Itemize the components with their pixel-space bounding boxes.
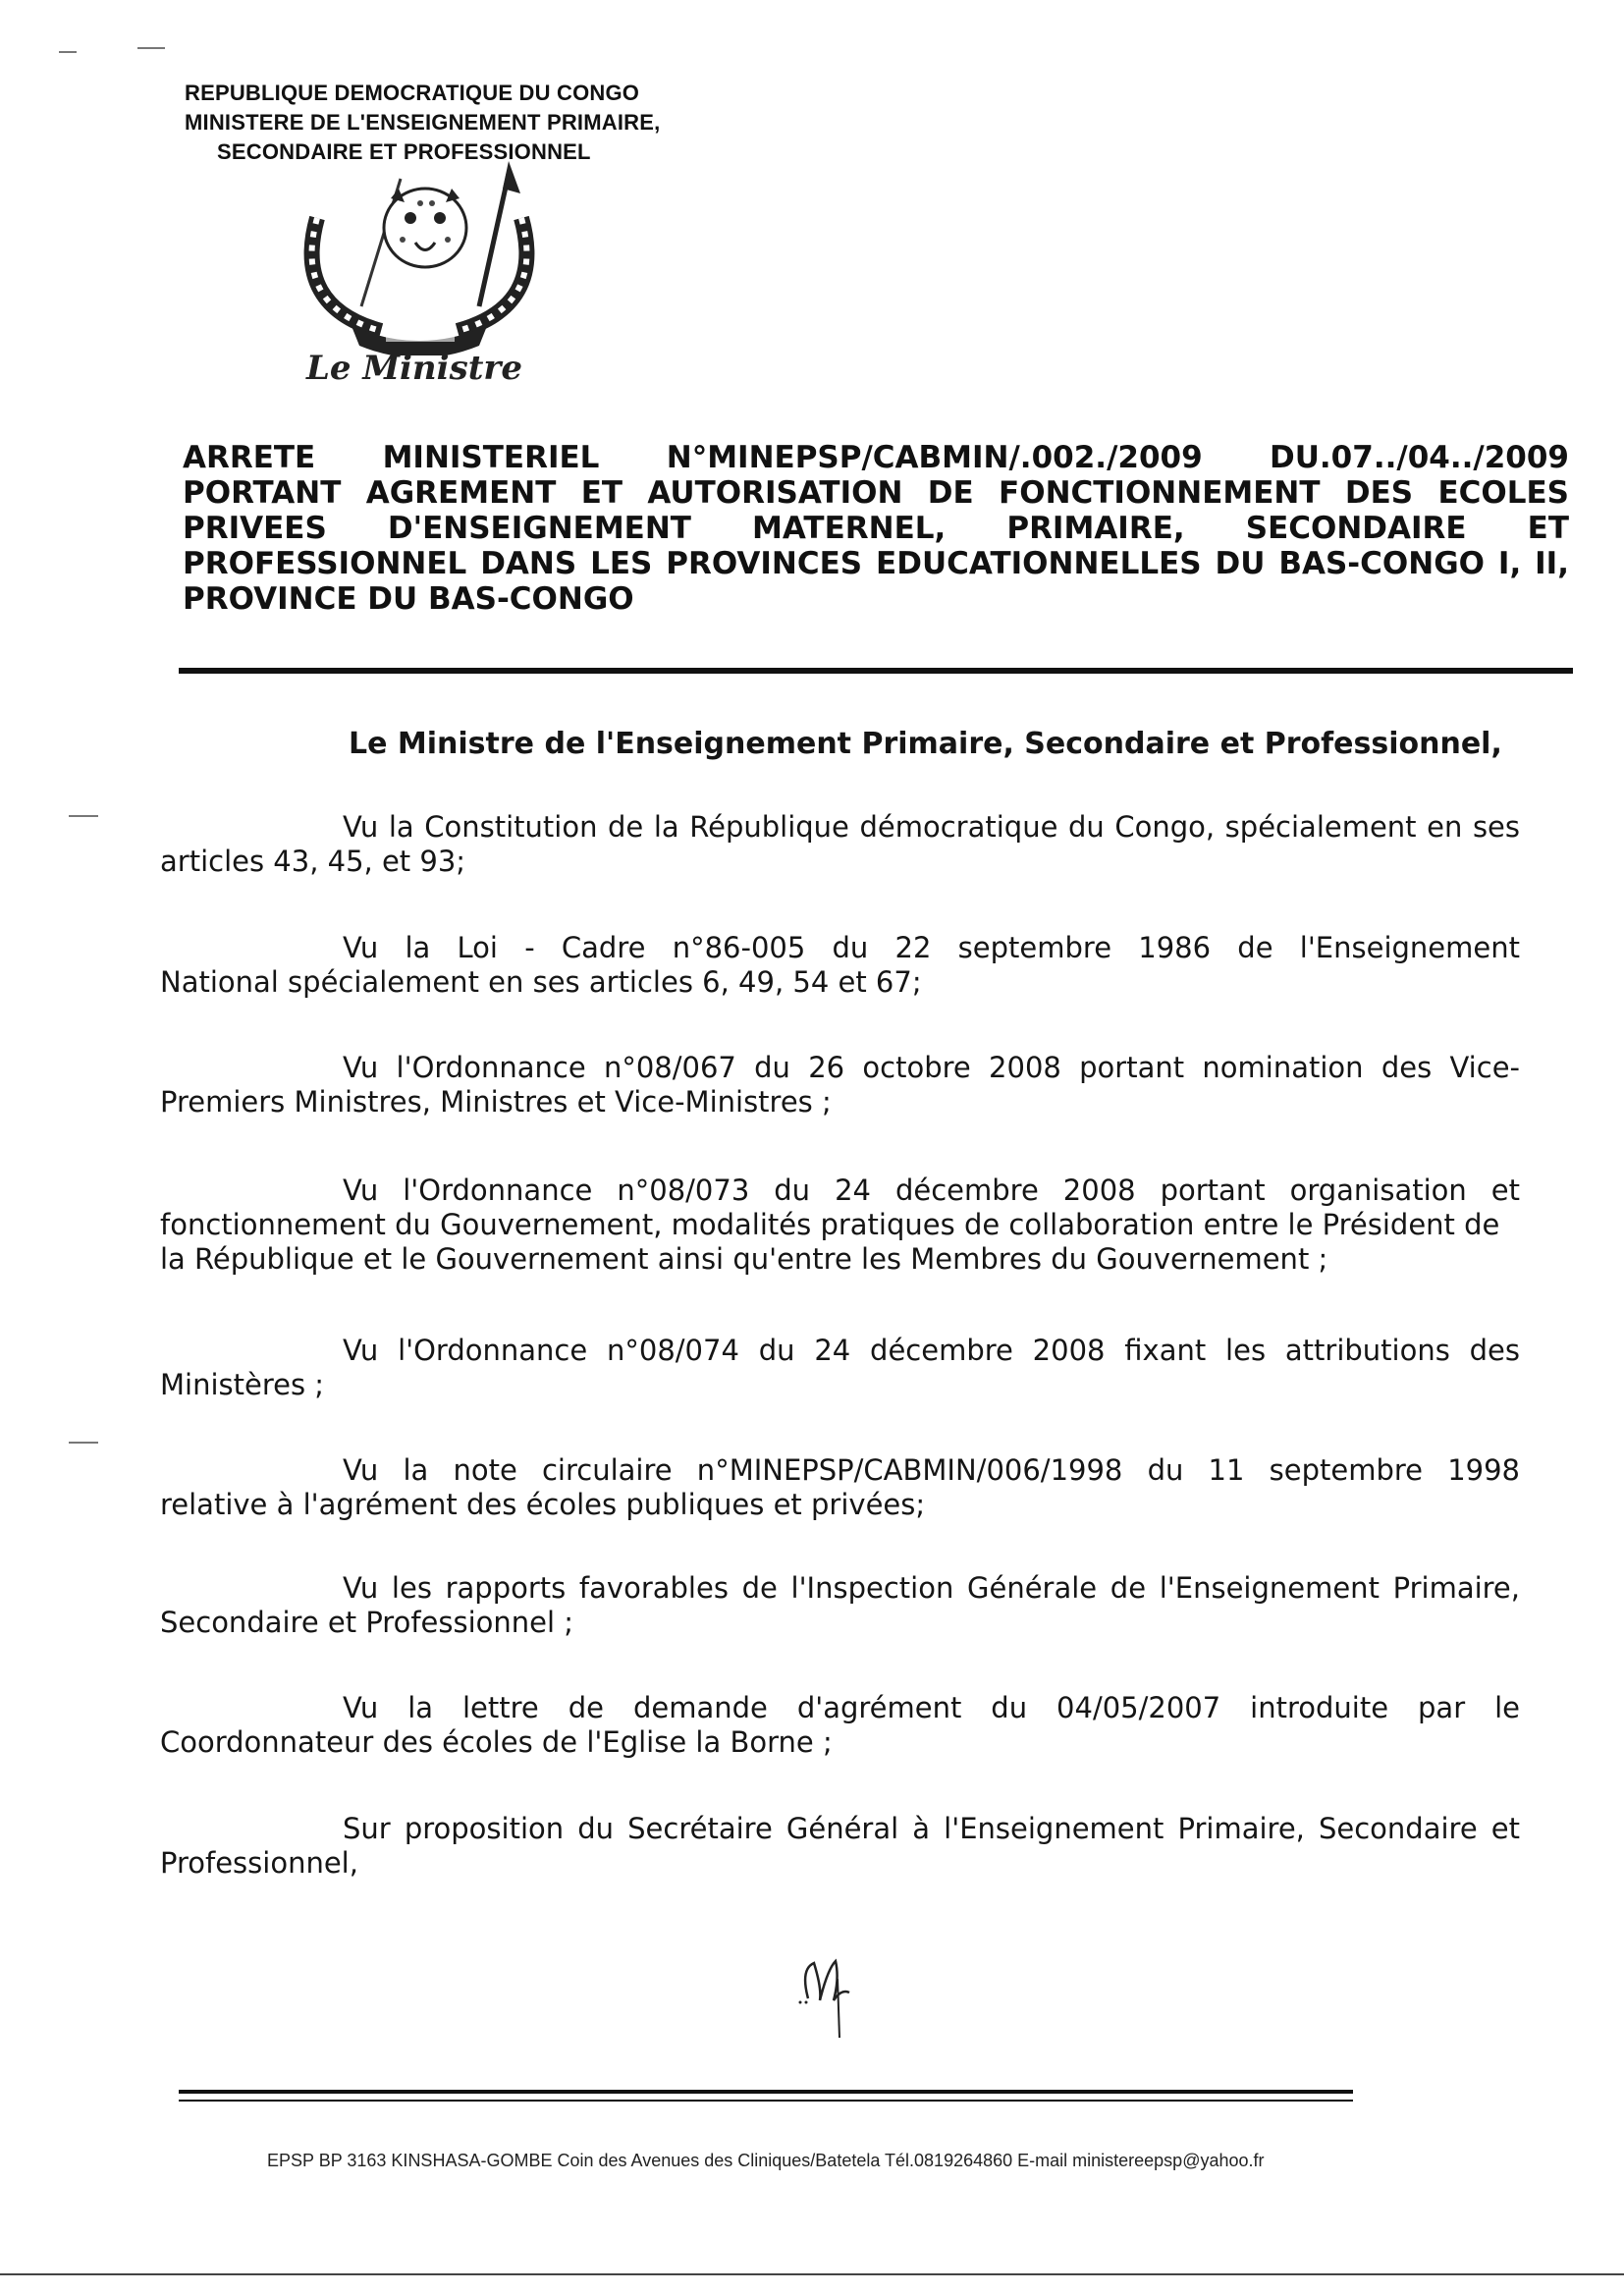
paragraph-first-line: Vu l'Ordonnance n°08/067 du 26 octobre 2008 portant nomination des Vice- <box>343 1051 1520 1084</box>
preamble-paragraph <box>160 810 1520 879</box>
preamble-paragraph <box>160 1691 1520 1760</box>
decree-title-line: PRIVEES D'ENSEIGNEMENT MATERNEL, PRIMAIRE, SECONDAIRE ET <box>183 511 1569 546</box>
title-divider <box>179 668 1573 674</box>
page-bottom-edge <box>0 2273 1624 2275</box>
preamble-paragraph <box>160 1812 1520 1881</box>
preamble-paragraph <box>160 1571 1520 1640</box>
scan-mark <box>59 51 77 53</box>
paragraph-first-line: Vu la lettre de demande d'agrément du 04/05/2007 introduite par le <box>343 1691 1520 1724</box>
decree-title-line: PROVINCE DU BAS-CONGO <box>183 581 634 617</box>
preamble-paragraph <box>160 931 1520 1000</box>
preamble-paragraph <box>160 1174 1520 1277</box>
decree-title <box>183 440 1569 617</box>
preamble-paragraph <box>160 1051 1520 1120</box>
preamble-paragraph <box>160 1453 1520 1522</box>
header-ministry-cont: SECONDAIRE ET PROFESSIONNEL <box>217 139 591 164</box>
coat-of-arms-emblem <box>293 159 546 355</box>
initials-paraph <box>790 1949 869 2043</box>
scan-mark <box>69 815 98 817</box>
preamble-paragraph <box>160 1334 1520 1402</box>
decree-title-line: PROFESSIONNEL DANS LES PROVINCES EDUCATIONNELLES DU BAS-CONGO I, II, <box>183 546 1569 581</box>
paragraph-continuation: Premiers Ministres, Ministres et Vice-Ministres ; <box>160 1085 832 1119</box>
paragraph-first-line: Vu la Constitution de la République démocratique du Congo, spécialement en ses <box>343 810 1520 844</box>
footer-divider-thin <box>179 2100 1353 2102</box>
footer-contact: EPSP BP 3163 KINSHASA-GOMBE Coin des Avenues des Cliniques/Batetela Tél.0819264860 E-mail ministereepsp@yahoo.fr <box>267 2151 1265 2170</box>
preamble-heading: Le Ministre de l'Enseignement Primaire, Secondaire et Professionnel, <box>349 727 1502 761</box>
paragraph-first-line: Vu la note circulaire n°MINEPSP/CABMIN/006/1998 du 11 septembre 1998 <box>343 1453 1520 1487</box>
paragraph-first-line: Vu les rapports favorables de l'Inspection Générale de l'Enseignement Primaire, <box>343 1571 1520 1605</box>
decree-title-line: ARRETE MINISTERIEL N°MINEPSP/CABMIN/.002./2009 DU.07../04../2009 <box>183 440 1569 475</box>
paragraph-continuation: Secondaire et Professionnel ; <box>160 1606 574 1639</box>
paragraph-continuation: National spécialement en ses articles 6, 49, 54 et 67; <box>160 965 922 999</box>
paragraph-continuation: Coordonnateur des écoles de l'Eglise la Borne ; <box>160 1725 833 1759</box>
decree-title-line: PORTANT AGREMENT ET AUTORISATION DE FONCTIONNEMENT DES ECOLES <box>183 475 1569 511</box>
paragraph-first-line: Sur proposition du Secrétaire Général à l'Enseignement Primaire, Secondaire et <box>343 1812 1520 1845</box>
paragraph-first-line: Vu l'Ordonnance n°08/074 du 24 décembre 2008 fixant les attributions des <box>343 1334 1520 1367</box>
scan-mark <box>137 47 165 49</box>
header-ministry: MINISTERE DE L'ENSEIGNEMENT PRIMAIRE, <box>185 110 661 135</box>
minister-signature-title: Le Ministre <box>306 349 522 388</box>
paragraph-continuation: relative à l'agrément des écoles publiques et privées; <box>160 1488 926 1521</box>
paragraph-continuation: fonctionnement du Gouvernement, modalités pratiques de collaboration entre le Président de la République et le Gouvernement ainsi qu'entre les Membres du Gouvernement ; <box>160 1208 1500 1276</box>
header-republic: REPUBLIQUE DEMOCRATIQUE DU CONGO <box>185 81 640 105</box>
paragraph-first-line: Vu l'Ordonnance n°08/073 du 24 décembre 2008 portant organisation et <box>343 1174 1520 1207</box>
scan-mark <box>69 1442 98 1444</box>
paragraph-continuation: Professionnel, <box>160 1846 358 1880</box>
paragraph-continuation: articles 43, 45, et 93; <box>160 845 466 878</box>
paragraph-continuation: Ministères ; <box>160 1368 325 1401</box>
paragraph-first-line: Vu la Loi - Cadre n°86-005 du 22 septembre 1986 de l'Enseignement <box>343 931 1520 964</box>
footer-divider <box>179 2090 1353 2094</box>
